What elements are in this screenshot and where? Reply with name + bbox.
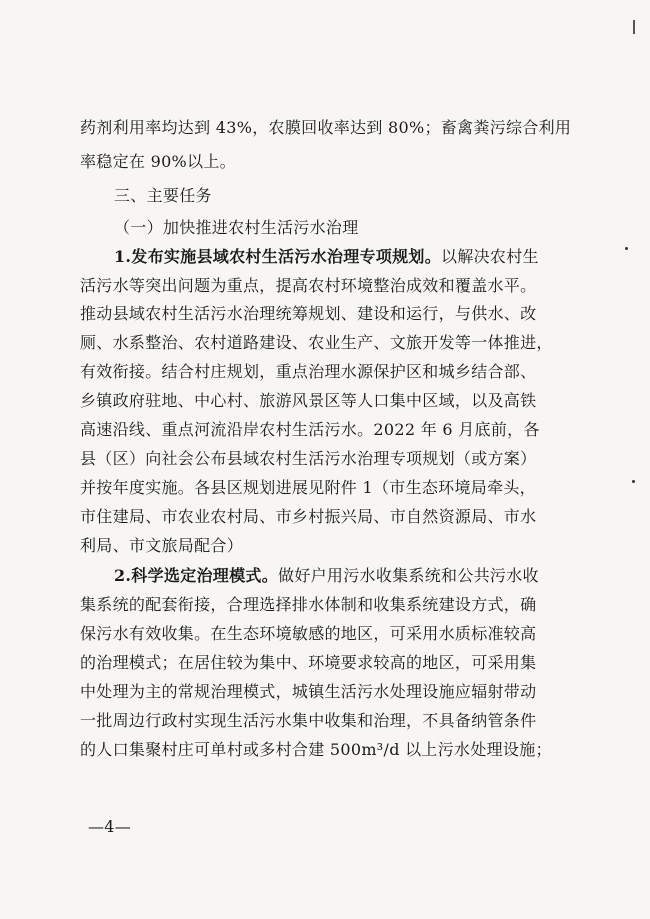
paragraph-1-line: 厕、水系整治、农村道路建设、农业生产、文旅开发等一体推进， [80,333,553,352]
paragraph-1-line: 并按年度实施。各县区规划进展见附件 1（市生态环境局牵头， [80,478,536,497]
paragraph-1-lead: 1.发布实施县域农村生活污水治理专项规划。 [114,247,442,266]
paragraph-1-line: 高速沿线、重点河流沿岸农村生活污水。2022 年 6 月底前，各 [80,420,540,439]
scan-dot [625,247,628,250]
paragraph-1-line: 市住建局、市农业农村局、市乡村振兴局、市自然资源局、市水 [80,507,537,526]
paragraph-1-line: 县（区）向社会公布县域农村生活污水治理专项规划（或方案） [80,449,537,468]
body-line: 率稳定在 90%以上。 [80,152,236,171]
scan-mark [633,20,635,34]
subsection-heading: （一）加快推进农村生活污水治理 [114,218,359,237]
paragraph-1-line-1 [114,247,650,267]
paragraph-2-line-1 [114,566,650,586]
paragraph-1-line: 推动县域农村生活污水治理统筹规划、建设和运行，与供水、改 [80,304,537,323]
paragraph-1-line: 利局、市文旅局配合） [80,536,244,555]
paragraph-2-line: 的治理模式；在居住较为集中、环境要求较高的地区，可采用集 [80,653,537,672]
paragraph-2-lead: 2.科学选定治理模式。 [114,566,279,585]
paragraph-1-line: 活污水等突出问题为重点，提高农村环境整治成效和覆盖水平。 [80,276,537,295]
paragraph-2-line: 一批周边行政村实现生活污水集中收集和治理，不具备纳管条件 [80,711,537,730]
paragraph-2-line: 集系统的配套衔接，合理选择排水体制和收集系统建设方式，确 [80,595,537,614]
paragraph-1-line-1-rest: 以解决农村生 [441,247,539,266]
paragraph-2-line: 保污水有效收集。在生态环境敏感的地区，可采用水质标准较高 [80,624,537,643]
paragraph-1-line: 乡镇政府驻地、中心村、旅游风景区等人口集中区域，以及高铁 [80,391,537,410]
section-heading: 三、主要任务 [114,186,212,205]
paragraph-2-line-1-rest: 做好户用污水收集系统和公共污水收 [278,566,539,585]
paragraph-1-line: 有效衔接。结合村庄规划，重点治理水源保护区和城乡结合部、 [80,362,537,381]
page-number: —4— [88,817,132,836]
body-line: 药剂利用率均达到 43%，农膜回收率达到 80%；畜禽粪污综合利用 [80,118,572,137]
paragraph-2-line: 中处理为主的常规治理模式，城镇生活污水处理设施应辐射带动 [80,682,537,701]
scan-dot [632,480,635,483]
paragraph-2-line: 的人口集聚村庄可单村或多村合建 500m³/d 以上污水处理设施； [80,740,552,759]
